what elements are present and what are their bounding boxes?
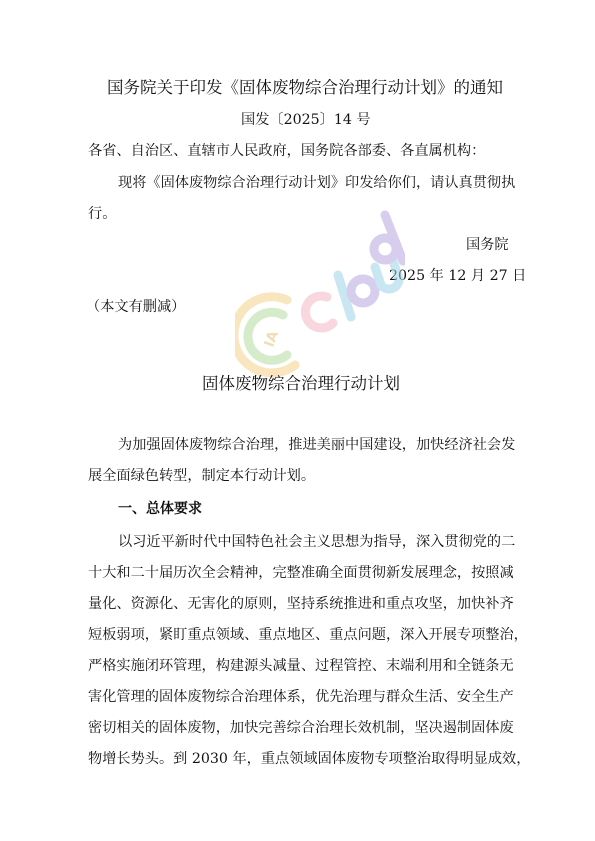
watermark-letter-d-bowl <box>374 238 396 260</box>
issue-date: 2025 年 12 月 27 日 <box>389 268 527 284</box>
paragraph-line: 短板弱项，紧盯重点领域、重点地区、重点问题，深入开展专项整治， <box>88 627 528 643</box>
paragraph-line: 密切相关的固体废物，加快完善综合治理长效机制，坚决遏制固体废 <box>88 720 514 736</box>
watermark-ia-text: IA <box>261 328 282 350</box>
paragraph-line: 害化管理的固体废物综合治理体系，优先治理与群众生活、安全生产 <box>88 689 514 705</box>
plan-title: 固体废物综合治理行动计划 <box>202 374 400 393</box>
notice-body-line: 现将《固体废物综合治理行动计划》印发给你们，请认真贯彻执 <box>118 175 516 191</box>
paragraph-line: 物增长势头。到 2030 年，重点领域固体废物专项整治取得明显成效， <box>88 751 531 767</box>
notice-body-line: 行。 <box>88 206 117 222</box>
intro-line: 展全面绿色转型，制定本行动计划。 <box>88 468 316 484</box>
paragraph-line: 严格实施闭环管理，构建源头减量、过程管控、末端利用和全链条无 <box>88 658 514 674</box>
paragraph-line: 量化、资源化、无害化的原则，坚持系统推进和重点攻坚，加快补齐 <box>88 596 514 612</box>
addressee-line: 各省、自治区、直辖市人民政府，国务院各部委、各直属机构： <box>88 143 486 159</box>
notice-title: 国务院关于印发《固体废物综合治理行动计划》的通知 <box>107 78 503 97</box>
paragraph-line: 十大和二十届历次全会精神，完整准确全面贯彻新发展理念，按照减 <box>88 565 514 581</box>
paragraph-line: 以习近平新时代中国特色社会主义思想为指导，深入贯彻党的二 <box>118 534 516 550</box>
cloud-logo-watermark <box>235 205 405 380</box>
intro-line: 为加强固体废物综合治理，推进美丽中国建设，加快经济社会发 <box>118 437 516 453</box>
watermark-arc-c <box>305 296 333 328</box>
watermark-letter-o <box>351 279 375 303</box>
abridged-note: （本文有删减） <box>86 299 186 315</box>
section-heading: 一、总体要求 <box>118 501 202 517</box>
watermark-letter-u <box>375 261 399 289</box>
issuer-signature: 国务院 <box>466 237 509 253</box>
document-number: 国发〔2025〕14 号 <box>241 112 371 128</box>
